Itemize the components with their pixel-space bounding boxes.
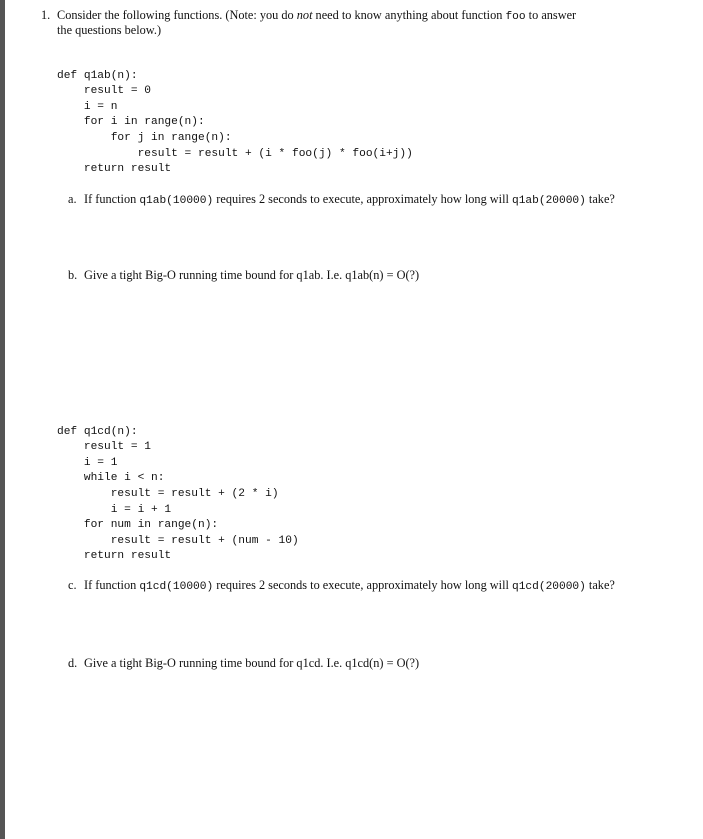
- code-line: def q1ab(n):: [57, 69, 138, 82]
- code-line: def q1cd(n):: [57, 425, 138, 438]
- code-line: i = 1: [57, 456, 118, 469]
- part-a-text-mid: requires 2 seconds to execute, approximately how long will: [213, 192, 512, 206]
- part-c-label: c.: [68, 578, 77, 592]
- question-number: 1.: [41, 8, 51, 22]
- part-a-code2: q1ab(20000): [512, 195, 586, 207]
- intro-text-pre: Consider the following functions. (Note: you do: [57, 8, 297, 22]
- question-intro-line2: the questions below.): [57, 23, 162, 37]
- part-a-text-post: take?: [585, 192, 615, 206]
- code-line: result = 0: [57, 85, 151, 98]
- code-line: return result: [57, 163, 172, 176]
- part-d-label: d.: [68, 656, 78, 670]
- part-c-code1: q1cd(10000): [139, 581, 214, 593]
- part-c-text-post: take?: [585, 578, 615, 592]
- code-line: result = result + (2 * i): [57, 487, 279, 500]
- part-a-label: a.: [68, 192, 77, 206]
- code-line: i = n: [57, 100, 118, 113]
- code-line: return result: [57, 550, 172, 563]
- code-line: for num in range(n):: [57, 519, 219, 532]
- window-edge-bar: [0, 0, 5, 839]
- part-a-question: [84, 191, 615, 209]
- code-line: for i in range(n):: [57, 116, 205, 129]
- part-c-question: [84, 577, 615, 595]
- code-line: while i < n:: [57, 472, 165, 485]
- intro-text-mid: need to know anything about function: [312, 8, 506, 22]
- intro-code-foo: foo: [505, 11, 526, 23]
- part-b-label: b.: [68, 268, 78, 282]
- intro-text-emphasis: not: [296, 8, 313, 22]
- code-line: i = i + 1: [57, 503, 172, 516]
- code-line: result = result + (num - 10): [57, 534, 299, 547]
- code-line: result = result + (i * foo(j) * foo(i+j)): [57, 147, 413, 160]
- intro-text-post: to answer: [525, 8, 577, 22]
- part-c-text-pre: If function: [84, 578, 140, 592]
- part-c-text-mid: requires 2 seconds to execute, approximately how long will: [213, 578, 512, 592]
- code-line: result = 1: [57, 441, 151, 454]
- part-a-text-pre: If function: [84, 192, 140, 206]
- part-c-code2: q1cd(20000): [512, 581, 586, 593]
- part-a-code1: q1ab(10000): [139, 195, 214, 207]
- part-b-question: Give a tight Big-O running time bound for q1ab. I.e. q1ab(n) = O(?): [84, 268, 420, 282]
- part-d-question: Give a tight Big-O running time bound for q1cd. I.e. q1cd(n) = O(?): [84, 656, 420, 670]
- code-block-q1cd: [57, 409, 299, 581]
- code-line: for j in range(n):: [57, 131, 232, 144]
- code-block-q1ab: [57, 53, 413, 193]
